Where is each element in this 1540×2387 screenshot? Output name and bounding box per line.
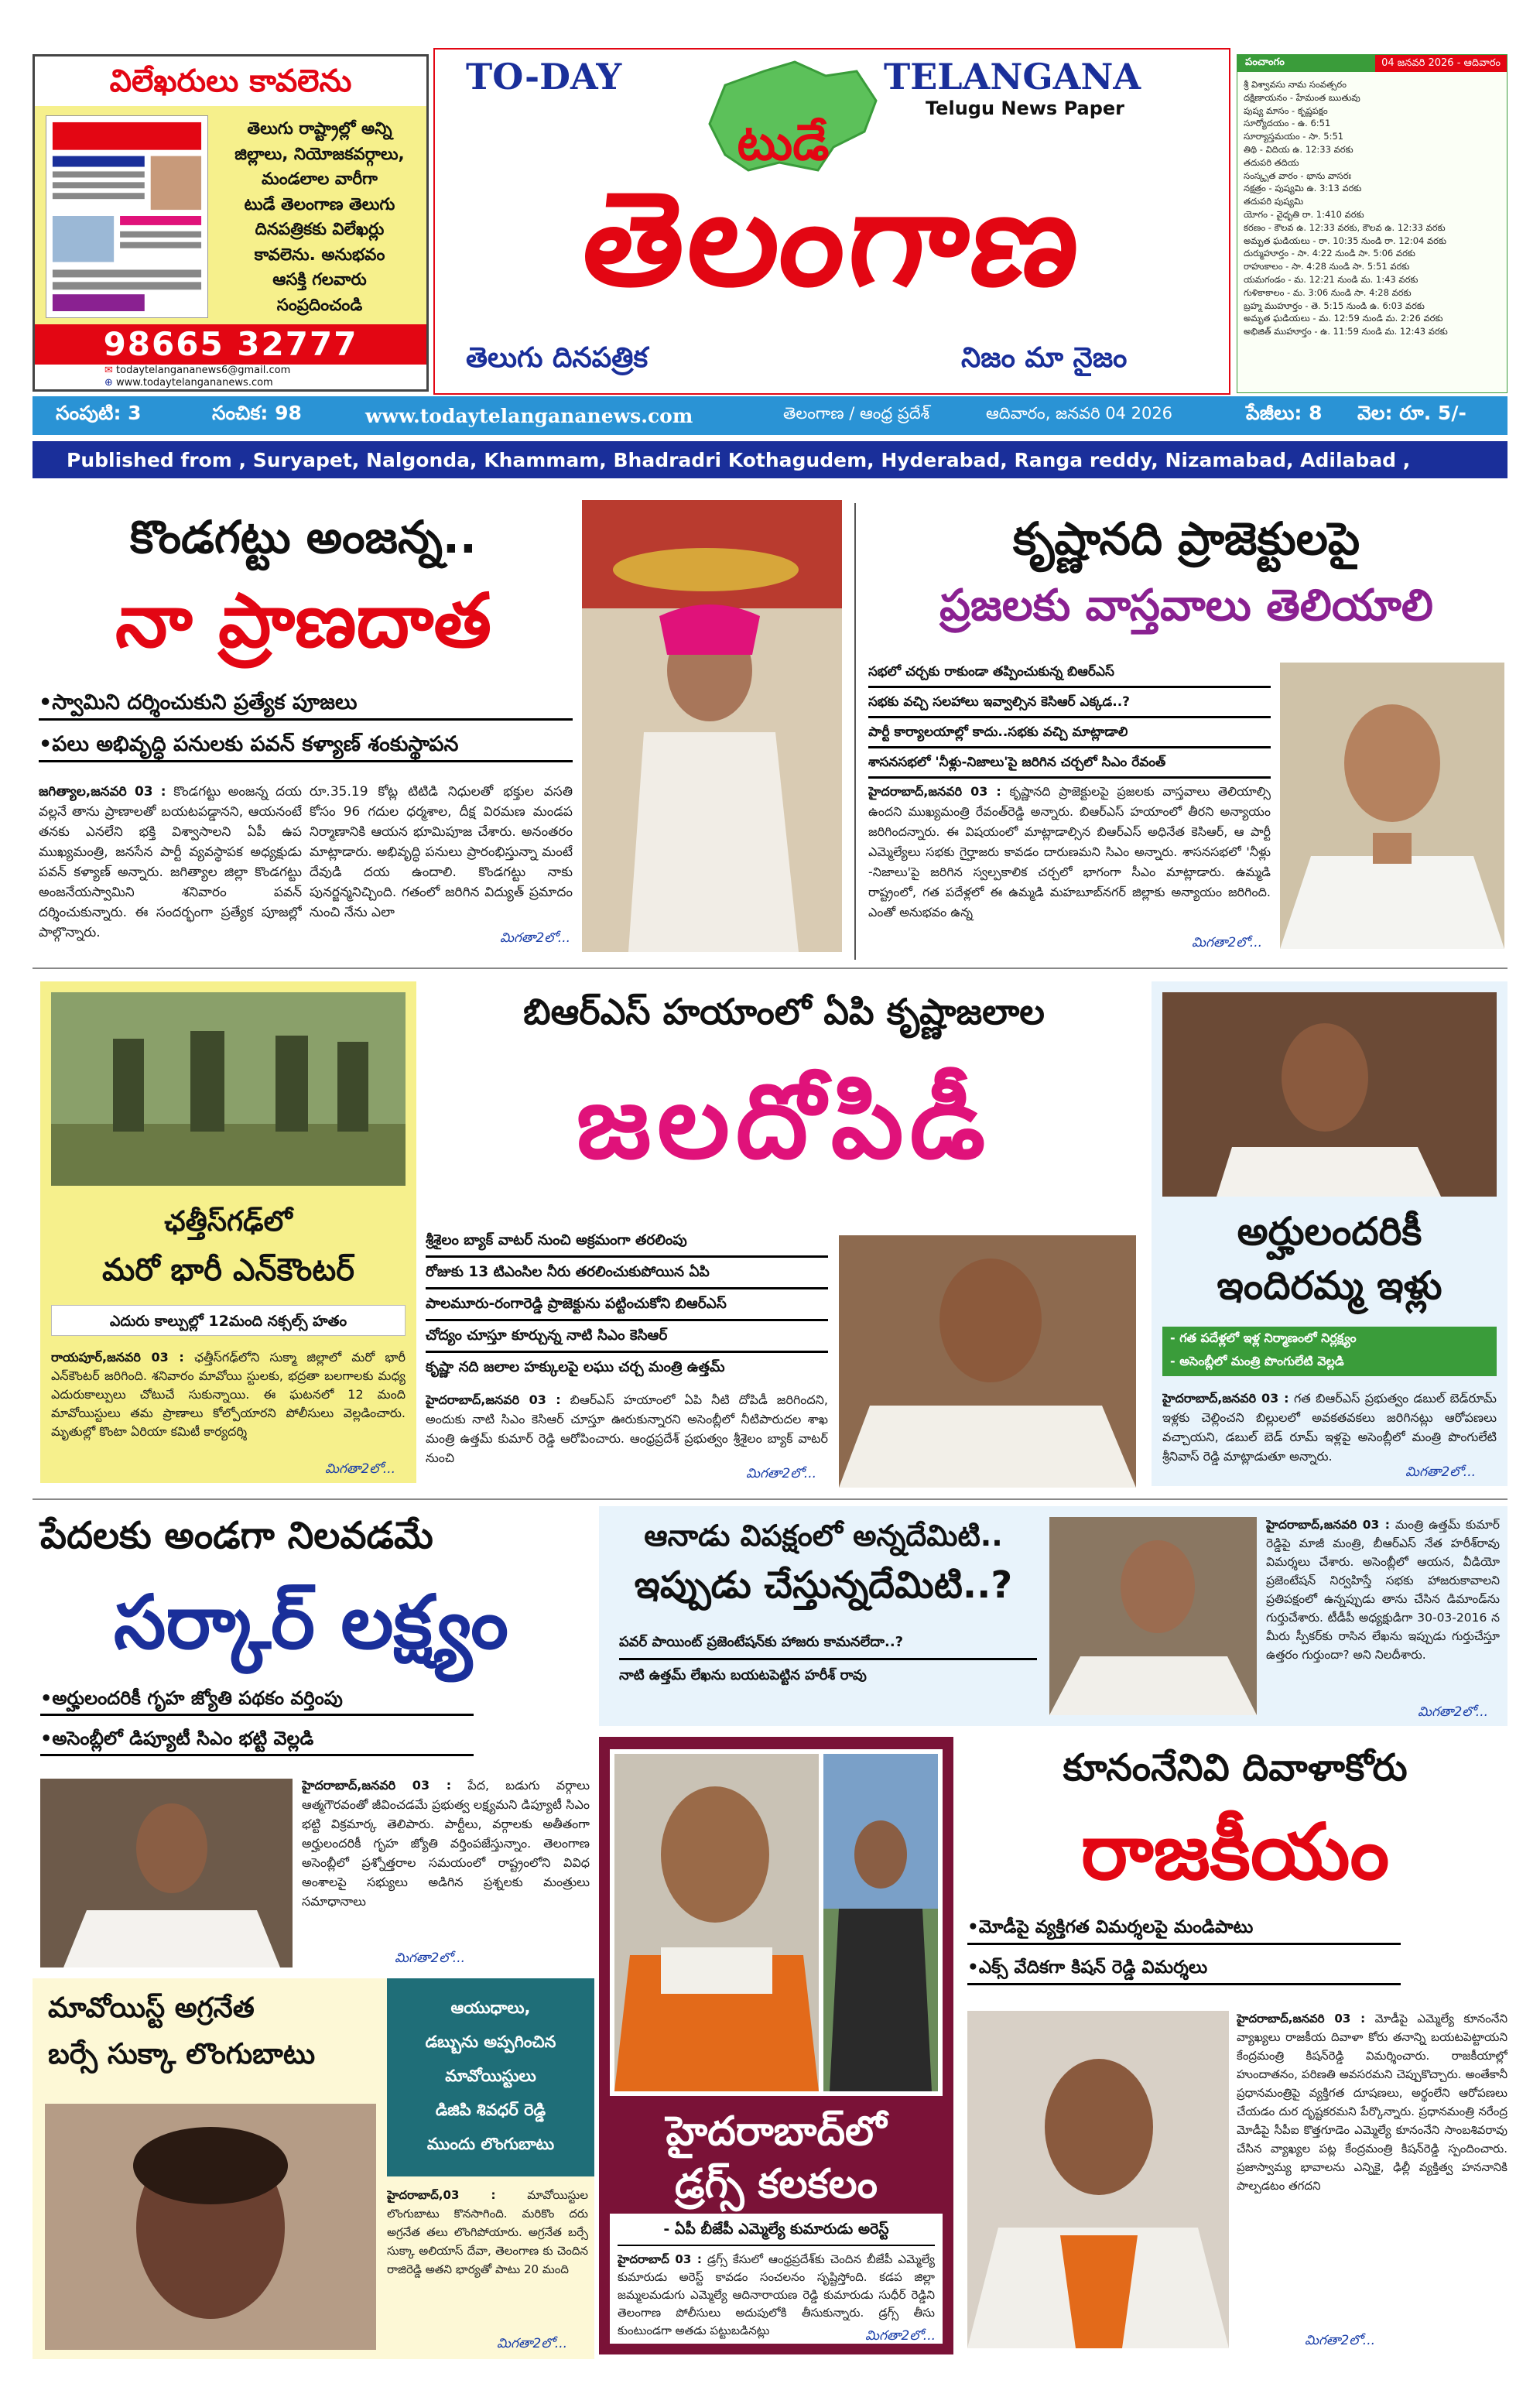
story5-headline-line2: ఇందిరమ్మ ఇళ్లు	[1217, 1263, 1442, 1308]
story1-col2-text: రూ.35.19 కోట్ల టిటిడి నిధులతో భక్తుల వసతి కోసం 96 గదుల ధర్మశాల, దీక్ష విరమణ మండప నిర్మాణానికి ఆయన భూమిపూజ చేశారు. అనంతరం మాట్లాడారు. అభివృద్ధి పనులు ప్రారంభిస్తున్నా మంటే దేవుడి దయ ఉందాలి. కొండగట్టు నాకు పునర్జన్మనిచ్చింది. గతంలో జరిగిన విద్యుత్ ప్రమాదం నుంచి నేను ఎలా	[310, 784, 573, 920]
story8-headline-line1: హైదరాబాద్‌లో	[666, 2108, 887, 2155]
globe-icon: ⊕	[104, 377, 113, 389]
story1-bullet: •పలు అభివృద్ధి పనులకు పవన్ కళ్యాణ్ శంకుస్థాపన	[39, 729, 573, 762]
story7-bullet: పవర్ పాయింట్ ప్రజెంటేషన్‌కు హాజరు కామనలేదా..?	[619, 1627, 1037, 1660]
story7-photo	[1049, 1517, 1257, 1715]
story9-photo	[967, 2011, 1229, 2348]
panchangam-row: అమృత ఘడియలు - రా. 10:35 నుండి రా. 12:04 వరకు	[1244, 235, 1446, 246]
ad-contact	[35, 365, 426, 389]
story10-box-line: ఆయుధాలు,	[450, 1998, 531, 2017]
story10-box-line: డిజిపి శివధర్ రెడ్డి	[435, 2101, 546, 2119]
masthead-telangana: TELANGANA	[884, 56, 1141, 98]
ad-body-line: తెలుగు రాష్ట్రాల్లో అన్ని	[247, 119, 392, 139]
panchangam-row: పుష్య మాసం - కృష్ణపక్షం	[1244, 104, 1328, 116]
story9-headline: రాజకీయం	[1080, 1807, 1390, 1897]
panchangam-row: రాహుకాలం - సా. 4:28 నుండి సా. 5:51 వరకు	[1244, 261, 1410, 272]
story6-bullet: •అర్హులందరికీ గృహ జ్యోతి పథకం వర్తింపు	[40, 1683, 474, 1716]
story4-headline: జలదోపిడీ	[576, 1063, 992, 1182]
ad-body-line: టుడే తెలంగాణ తెలుగు	[244, 194, 395, 214]
story5-bullet: - అసెంబ్లీలో మంత్రి పొంగులేటి వెల్లడి	[1170, 1354, 1344, 1368]
story1-col2	[310, 782, 573, 929]
story10-photo	[45, 2104, 376, 2350]
story7-body	[1266, 1515, 1500, 1706]
story2-body	[868, 782, 1271, 946]
story6-body-text: పేద, బడుగు వర్గాలు ఆత్మగౌరవంతో జీవించడమే ప్రభుత్వ లక్ష్యమని డిప్యూటీ సిఎం భట్టి విక్రమార్క తెలిపారు. పార్టీలు, వర్గాలకు అతీతంగా అర్హులందరికీ గృహ జ్యోతి వర్తింపజేస్తున్నాం. తెలంగాణ అసెంబ్లీలో ప్రశ్నోత్తరాల సమయంలో రాష్ట్రంలోని వివిధ అంశాలపై సభ్యులు అడిగిన ప్రశ్నలకు మంత్రులు సమాధానాలు	[302, 1778, 590, 1909]
story4-kicker: బిఆర్ఎస్ హయాంలో ఏపి కృష్ణాజలాల	[523, 991, 1045, 1033]
page-count: పేజీలు: 8	[1246, 402, 1323, 424]
story3-photo	[51, 992, 406, 1186]
story6-bullet: •అసెంబ్లీలో డిప్యూటీ సిఎం భట్టి వెల్లడి	[40, 1723, 474, 1756]
story2-dateline: హైదరాబాద్,జనవరి 03 :	[868, 784, 1001, 799]
header-states: తెలంగాణ / ఆంధ్ర ప్రదేశ్	[783, 404, 930, 423]
ad-body-line: సంప్రదించండి	[276, 295, 363, 315]
panchangam-label: పంచాంగం	[1245, 57, 1285, 68]
story7-bullet: నాటి ఉత్తమ్ లేఖను బయటపెట్టిన హరీశ్ రావు	[619, 1667, 867, 1683]
story8-box	[599, 1737, 953, 2354]
story1-bullet: •స్వామిని దర్శించుకుని ప్రత్యేక పూజలు	[39, 687, 573, 721]
panchangam-row: తిథి - విదియ ఉ. 12:33 వరకు	[1244, 143, 1353, 155]
story9-kicker: కూనంనేనివి దివాళాకోరు	[1063, 1746, 1408, 1789]
ad-website: www.todaytelangananews.com	[116, 377, 273, 389]
ad-email: todaytelangananews6@gmail.com	[116, 365, 291, 376]
story8-photo-frame	[610, 1749, 943, 2096]
story2-bullet: పార్టీ కార్యాలయాల్లో కాదు..సభకు వచ్చి మాట్లాడాలి	[868, 718, 1271, 748]
story4-photo	[839, 1235, 1136, 1488]
published-locations: Published from , Suryapet, Nalgonda, Khammam, Bhadradri Kothagudem, Hyderabad, Ranga reddy, Nizamabad, Adilabad ,	[67, 448, 1411, 471]
ad-body-line: కావలెను. అనుభవం	[254, 245, 385, 265]
story4-bullet: పాలమూరు-రంగారెడ్డి ప్రాజెక్టును పట్టించుకోని బిఆర్ఎస్	[426, 1289, 828, 1321]
story2-bullet: శాసనసభలో 'నీళ్లు-నిజాలు'పై జరిగిన చర్చలో సిఎం రేవంత్	[868, 748, 1271, 779]
ad-body	[214, 117, 425, 320]
story9-body-text: మోడీపై ఎమ్మెల్యే కూనంనేని వ్యాఖ్యలు రాజకీయ దివాళా కోరు తనాన్ని బయటపెట్టాయని కేంద్రమంత్రి కిషన్‌రెడ్డి విమర్శించారు. రాజకీయాల్లో హుందాతనం, పరిణతి అవసరమని చెప్పుకొచ్చారు. అంతేకానీ ప్రధానమంత్రిపై వ్యక్తిగత దూషణలు, అర్థంలేని ఆరోపణలు చేయడం దుర దృష్టకరమని పేర్కొన్నారు. ప్రధానమంత్రి నరేంద్ర మోడీపై సీపీఐ కొత్తగూడెం ఎమ్మెల్యే కూనంనేని సాంబశివరావు చేసిన వ్యాఖ్యల పట్ల కేంద్రమంత్రి కిషన్‌రెడ్డి స్పందించారు. ప్రజాస్వామ్య భావాలను ఎన్నికై, ఢిల్లీ వ్యక్తిత్వ హననానికి పాల్పడటం తగదని	[1237, 2012, 1507, 2193]
story4-body	[426, 1390, 828, 1475]
story5-dateline: హైదరాబాద్,జనవరి 03 :	[1162, 1391, 1289, 1406]
story5-contd: మిగతా2లో...	[1405, 1464, 1476, 1480]
story6-dateline: హైదరాబాద్,జనవరి 03 :	[302, 1778, 452, 1793]
story10-body-text: మావోయిస్టుల లొంగుబాటు కొనసాగింది. మరికొం దరు అగ్రనేత తలు లొంగిపోయారు. అగ్రనేత బర్సే సుక్కా అలియాస్ దేవా, తెలంగాణ కు చెందిన రాజిరెడ్డి అతని భార్యతో పాటు 20 మంది	[387, 2188, 588, 2276]
story3-contd: మిగతా2లో...	[325, 1461, 395, 1477]
header-date: ఆదివారం, జనవరి 04 2026	[986, 404, 1173, 423]
masthead-name: తెలంగాణ	[576, 163, 1091, 315]
story4-bullet: శ్రీశైలం బ్యాక్ వాటర్ నుంచి అక్రమంగా తరలింపు	[426, 1226, 828, 1258]
issue-number: సంచిక: 98	[212, 402, 302, 424]
story3-kicker: ఛత్తీస్‌గఢ్‌లో	[164, 1206, 293, 1238]
story2-body-text: కృష్ణానది ప్రాజెక్టులపై ప్రజలకు వాస్తవాలు తెలియాల్సి ఉందని ముఖ్యమంత్రి రేవంత్‌రెడ్డి అన్నారు. బిఆర్ఎస్ హయాంలో తీరని అన్యాయం జరిగిందన్నారు. ఈ విషయంలో మాట్లాడాల్సిన బిఆర్ఎస్ అధినేత కెసిఆర్, ఆ పార్టీ ఎమ్మెల్యేలు సభకు గైర్హాజరు కావడం దారుణమని సిఎం అన్నారు. శాసనసభలో 'నీళ్లు -నిజాలు'పై జరిగిన స్వల్పకాలిక చర్చలో భాగంగా సీఎం మాట్లాడారు. ఉమ్మడి రాష్ట్రంలో, గత పదేళ్లలో ఈ ఉమ్మడి మహబూబ్‌నగర్ జిల్లాకు అన్యాయం జరిగింది. ఎంతో అనుభవం ఉన్న	[868, 784, 1271, 920]
section-divider	[33, 967, 1507, 969]
panchangam-row: తదుపరి పుష్యమి	[1244, 196, 1304, 207]
masthead-tude: టుడే	[737, 115, 830, 172]
story1-dateline: జగిత్యాల,జనవరి 03 :	[39, 784, 166, 800]
story4-bullets	[426, 1226, 828, 1382]
story1-photo	[582, 500, 842, 952]
panchangam-box	[1237, 54, 1507, 393]
story3-bullet: ఎదురు కాల్పుల్లో 12మంది నక్సల్స్ హతం	[51, 1305, 406, 1336]
email-icon: ✉	[104, 365, 113, 376]
masthead-tagline-right: నిజం మా నైజం	[961, 342, 1128, 374]
story6-body	[302, 1776, 590, 1952]
story9-bullet: •మోడీపై వ్యక్తిగత విమర్శలపై మండిపాటు	[967, 1912, 1401, 1945]
masthead-subtitle: Telugu News Paper	[926, 98, 1125, 119]
story5-body-text: గత బిఆర్ఎస్ ప్రభుత్వం డబుల్ బెడ్‌రూమ్ ఇళ్లకు చెల్లించని బిల్లులలో అవకతవకలు జరిగినట్లు ఆరోపణలు వచ్చాయని, డబుల్ బెడ్ రూమ్ ఇళ్లపై అసెంబ్లీలో మంత్రి పొంగులేటి శ్రీనివాస్ రెడ్డి మాట్లాడుతూ అన్నారు.	[1162, 1391, 1497, 1464]
panchangam-row: దక్షిణాయనం - హేమంత ఋతువు	[1244, 91, 1360, 103]
story10-contd: మిగతా2లో...	[497, 2336, 567, 2351]
story10-body	[387, 2186, 588, 2337]
story7-body-text: మంత్రి ఉత్తమ్ కుమార్ రెడ్డిపై మాజీ మంత్రి, బీఆర్ఎస్ నేత హరీశ్‌రావు విమర్శలు చేశారు. అసెంబ్లీలో ఆయన, వీడియో ప్రజెంటేషన్ నిర్వహిస్తే సభకు హాజరుకావాలని ప్రతిపక్షంలో ఉన్నప్పుడు తాను చేసిన డిమాండ్‌ను గుర్తుచేశారు. టీడీపీ అధ్యక్షుడిగా 30-03-2016 న మీరు స్పీకర్‌కు రాసిన లేఖను ఇప్పుడు గుర్తుచేస్తూ ఉత్తరం గుర్తుందా? అని నిలదీశారు.	[1266, 1518, 1500, 1662]
masthead-tagline-left: తెలుగు దినపత్రిక	[466, 342, 649, 374]
story5-headline-line1: అర్హులందరికీ	[1237, 1209, 1422, 1254]
story1-col1	[39, 782, 302, 948]
panchangam-row: దుర్ముహూర్తం - సా. 4:22 నుండి సా. 5:06 వరకు	[1244, 248, 1415, 259]
story9-contd: మిగతా2లో...	[1305, 2333, 1375, 2348]
story10-box-line: డబ్బును అప్పగించిన	[425, 2033, 556, 2051]
story4-dateline: హైదరాబాద్,జనవరి 03 :	[426, 1392, 561, 1407]
story8-body-text: డ్రగ్స్ కేసులో ఆంధ్రప్రదేశ్‌కు చెందిన బీజేపీ ఎమ్మెల్యే కుమారుడు అరెస్ట్ కావడం సంచలనం సృష్టిస్తోంది. కడప జిల్లా జమ్మలమడుగు ఎమ్మెల్యే ఆదినారాయణ రెడ్డి కుమారుడు సుధీర్ రెడ్డిని తెలంగాణ పోలీసులు అదుపులోకి తీసుకున్నారు. డ్రగ్స్ తీసు కుంటుండగా అతడు పట్టుబడినట్లు	[618, 2252, 935, 2337]
panchangam-row: కరణం - కౌలవ ఉ. 12:33 వరకు, కౌలవ ఉ. 12:33 వరకు	[1244, 221, 1446, 233]
panchangam-row: శ్రీ విశ్వావసు నామ సంవత్సరం	[1244, 79, 1347, 90]
story4-body-text: బిఆర్ఎస్ హయాంలో ఏపి నీటి దోపిడీ జరిగిందని, అందుకు నాటి సిఎం కెసిఆర్ చూస్తూ ఊరుకున్నారని అసెంబ్లీలో నీటిపారుదల శాఖ మంత్రి ఉత్తమ్ కుమార్ రెడ్డి ఆరోపించారు. ఆంధ్రప్రదేశ్ ప్రభుత్వం శ్రీశైలం బ్యాక్ వాటర్ నుంచి	[426, 1392, 828, 1465]
story6-photo	[40, 1779, 293, 1967]
story10-box-line: ముందు లొంగుబాటు	[426, 2135, 555, 2153]
story1-kicker: కొండగట్టు అంజన్న..	[130, 511, 477, 563]
story7-headline: ఇప్పుడు చేస్తున్నదేమిటి..?	[634, 1563, 1013, 1607]
story10-box	[33, 1978, 594, 2359]
panchangam-row: సూర్యాస్తమయం - సా. 5:51	[1244, 131, 1344, 142]
price: వెల: రూ. 5/-	[1357, 402, 1466, 424]
ad-title: విలేఖరులు కావలెను	[35, 57, 426, 106]
story8-content	[610, 2214, 943, 2344]
story3-body	[51, 1348, 406, 1461]
story5-box	[1152, 981, 1507, 1486]
story2-photo	[1280, 663, 1504, 949]
story4-bullet: చోద్యం చూస్తూ కూర్చున్న నాటి సిఎం కెసిఆర్	[426, 1321, 828, 1353]
story7-kicker: ఆనాడు విపక్షంలో అన్నదేమిటి..	[644, 1519, 1003, 1553]
story8-photo-son	[823, 1754, 938, 2091]
story6-kicker: పేదలకు అండగా నిలవడమే	[40, 1514, 433, 1557]
header-website: www.todaytelangananews.com	[365, 404, 693, 427]
section-divider	[33, 1498, 1507, 1500]
ad-body-line: జిల్లాలు, నియోజకవర్గాలు,	[234, 144, 405, 164]
story4-bullet: రోజుకు 13 టిఎంసిల నీరు తరలించుకుపోయిన ఏపి	[426, 1258, 828, 1289]
story2-headline: ప్రజలకు వాస్తవాలు తెలియాలి	[939, 580, 1433, 631]
story8-dateline: హైదరాబాద్ 03 :	[618, 2252, 702, 2266]
ad-body-line: దినపత్రికకు విలేఖర్లు	[255, 220, 385, 239]
story2-bullet: సభకు వచ్చి సలహాలు ఇవ్వాల్సిన కెసిఆర్ ఎక్కడ..?	[868, 688, 1271, 718]
masthead-today: TO-DAY	[466, 56, 622, 98]
panchangam-row: సూర్యోదయం - ఉ. 6:51	[1244, 118, 1331, 129]
story8-photo-main	[614, 1754, 819, 2091]
ad-body-line: ఆసక్తి గలవారు	[272, 270, 367, 289]
panchangam-row: అభిజిత్ ముహూర్తం - ఉ. 11:59 నుండి మ. 12:43 వరకు	[1244, 326, 1448, 337]
story5-photo	[1162, 992, 1497, 1197]
panchangam-row: యమగండం - మ. 12:21 నుండి మ. 1:43 వరకు	[1244, 273, 1419, 285]
recruitment-ad	[33, 54, 429, 392]
panchangam-row: బ్రహ్మ ముహూర్తం - తె. 5:15 నుండి ఉ. 6:03 వరకు	[1244, 300, 1425, 311]
story2-bullet: సభలో చర్చకు రాకుండా తప్పించుకున్న బిఆర్ఎస్	[868, 658, 1271, 688]
panchangam-row: సంస్కృత వారం - భాను వాసరః	[1244, 170, 1351, 181]
panchangam-row: తదుపరి తదియ	[1244, 156, 1299, 168]
story10-box-lines	[387, 1978, 594, 2176]
story9-bullet: •ఎక్స్ వేదికగా కిషన్ రెడ్డి విమర్శలు	[967, 1952, 1401, 1985]
story7-dateline: హైదరాబాద్,జనవరి 03 :	[1266, 1518, 1390, 1532]
story1-col1-text: కొండగట్టు అంజన్న దయ వల్లనే తాను ప్రాణాలతో బయటపడ్డానని, ఆయనంటే తనకు ఎనలేని భక్తి విశ్వాసాలని ఏపీ ఉప ముఖ్యమంత్రి, జనసేన పార్టీ వ్యవస్థాపక అధ్యక్షుడు పవన్ కళ్యాణ్ అన్నారు. జగిత్యాల జిల్లా కొండగట్టు అంజనేయస్వామిని శనివారం పవన్ దర్శించుకున్నారు. ఈ సందర్భంగా ప్రత్యేక పూజల్లో పాల్గొన్నారు.	[39, 784, 302, 940]
volume-number: సంపుటి: 3	[56, 402, 142, 424]
story8-headline-line2: డ్రగ్స్ కలకలం	[675, 2161, 878, 2207]
panchangam-header	[1237, 55, 1507, 72]
panchangam-rows	[1244, 78, 1504, 338]
story6-contd: మిగతా2లో...	[395, 1950, 465, 1966]
story8-sub: - ఏపీ బీజేపీ ఎమ్మెల్యే కుమారుడు అరెస్ట్	[618, 2214, 935, 2246]
story10-dateline: హైదరాబాద్,03 :	[387, 2188, 496, 2202]
story9-dateline: హైదరాబాద్,జనవరి 03 :	[1237, 2012, 1366, 2026]
story5-bullet: - గత పదేళ్లలో ఇళ్ల నిర్మాణంలో నిర్లక్ష్యం	[1170, 1330, 1357, 1345]
story4-contd: మిగతా2లో...	[746, 1466, 816, 1481]
panchangam-row: నక్షత్రం - పుష్యమి ఉ. 3:13 వరకు	[1244, 183, 1362, 194]
story6-headline: సర్కార్ లక్ష్యం	[114, 1579, 508, 1666]
story3-headline: మరో భారీ ఎన్‌కౌంటర్	[102, 1252, 354, 1288]
panchangam-row: యోగం - వైధృతి రా. 1:410 వరకు	[1244, 208, 1364, 220]
story10-headline: బర్సే సుక్కా లొంగుబాటు	[48, 2037, 316, 2070]
story5-bullets	[1162, 1327, 1497, 1376]
published-bar	[33, 441, 1507, 478]
story3-body-text: ఛత్తీస్‌గఢ్‌లోని సుక్మా జిల్లాలో మరో భారీ ఎన్‌కౌంటర్ జరిగింది. శనివారం మావోయి స్టులకు, భద్రతా బలగాలకు మధ్య ఎదురుకాల్పులు చోటుచే సుకున్నాయి. ఈ ఘటనలో 12 మంది మావోయిస్టులు తమ ప్రాణాలు కోల్పోయారని పోలీసులు వెల్లడించారు. మృతుల్లో కొంటా ఏరియా కమిటీ కార్యదర్శి	[51, 1350, 406, 1439]
story7-box	[599, 1506, 1507, 1726]
story2-contd: మిగతా2లో...	[1192, 935, 1262, 950]
info-bar	[33, 396, 1507, 435]
story1-headline: నా ప్రాణదాత	[115, 577, 491, 664]
panchangam-date: 04 జనవరి 2026 - ఆదివారం	[1375, 55, 1507, 72]
story5-body	[1162, 1389, 1497, 1469]
divider-line	[854, 503, 856, 960]
story3-box	[40, 981, 416, 1483]
story8-contd: మిగతా2లో...	[865, 2328, 936, 2344]
panchangam-row: అమృత ఘడియలు - మ. 12:59 నుండి మ. 2:26 వరకు	[1244, 313, 1443, 324]
story9-body	[1237, 2009, 1507, 2331]
story3-dateline: రాయపూర్,జనవరి 03 :	[51, 1350, 184, 1365]
ad-body-line: మండలాల వారీగా	[262, 170, 378, 189]
panchangam-row: గుళికాకాలం - మ. 3:06 నుండి సా. 4:28 వరకు	[1244, 286, 1412, 298]
story2-kicker: కృష్ణానది ప్రాజెక్టులపై	[1012, 512, 1360, 565]
story8-body	[618, 2251, 935, 2339]
story4-bullet: కృష్ణా నది జలాల హక్కులపై లఘు చర్చ మంత్రి ఉత్తమ్	[426, 1359, 725, 1375]
masthead	[433, 48, 1230, 395]
story7-contd: మిగతా2లో...	[1418, 1704, 1488, 1720]
story2-bullets	[868, 658, 1271, 779]
story7-bullets	[619, 1627, 1037, 1691]
story10-kicker: మావోయిస్ట్ అగ్రనేత	[48, 1992, 255, 2024]
ad-newspaper-thumbnail	[46, 115, 208, 318]
story10-box-line: మావోయిస్టులు	[445, 2067, 536, 2085]
story1-contd: మిగతా2లో...	[500, 930, 570, 946]
ad-phone: 98665 32777	[35, 324, 426, 365]
